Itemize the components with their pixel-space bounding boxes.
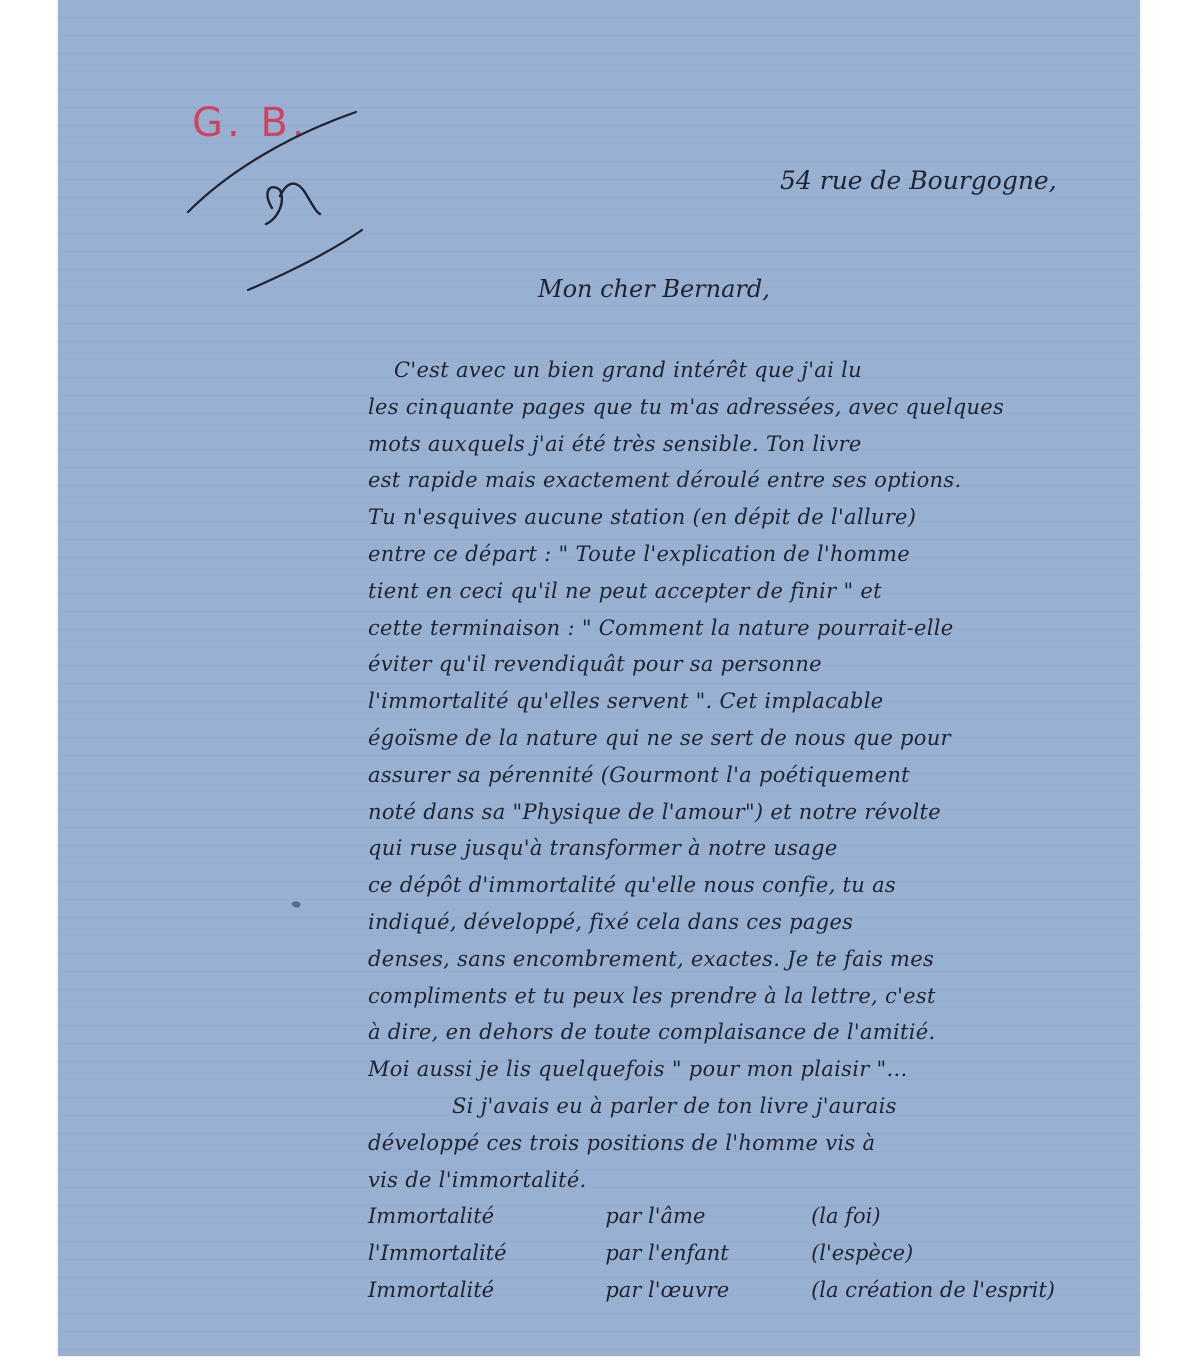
immortality-list-row bbox=[368, 1272, 1088, 1309]
sender-address: 54 rue de Bourgogne, bbox=[780, 166, 1057, 195]
letter-line: noté dans sa "Physique de l'amour") et notre révolte bbox=[368, 799, 942, 824]
letter-line: denses, sans encombrement, exactes. Je te fais mes bbox=[368, 946, 935, 971]
letter-line: égoïsme de la nature qui ne se sert de nous que pour bbox=[368, 725, 951, 750]
immortality-list-cell: (l'espèce) bbox=[811, 1241, 914, 1266]
letter-line: Tu n'esquives aucune station (en dépit de l'allure) bbox=[368, 505, 917, 530]
immortality-list-cell: Immortalité bbox=[368, 1204, 495, 1229]
immortality-list-cell: l'Immortalité bbox=[368, 1241, 507, 1266]
letter-line: C'est avec un bien grand intérêt que j'ai lu bbox=[394, 358, 862, 382]
letter-line: Si j'avais eu à parler de ton livre j'aurais bbox=[452, 1093, 897, 1118]
letter-line: compliments et tu peux les prendre à la lettre, c'est bbox=[368, 983, 936, 1008]
letter-line: entre ce départ : " Toute l'explication de l'homme bbox=[368, 541, 910, 566]
immortality-list-cell: par l'œuvre bbox=[605, 1277, 730, 1302]
immortality-list-cell: par l'âme bbox=[605, 1204, 706, 1229]
immortality-list-row bbox=[368, 1198, 1088, 1235]
letter-line: développé ces trois positions de l'homme vis à bbox=[368, 1130, 876, 1155]
letter-body bbox=[368, 352, 1088, 1309]
immortality-list-cell: par l'enfant bbox=[605, 1241, 729, 1266]
immortality-list-cell: Immortalité bbox=[368, 1277, 495, 1302]
immortality-list-cell: (la création de l'esprit) bbox=[811, 1277, 1055, 1302]
immortality-list-row bbox=[368, 1235, 1088, 1272]
letter-line: mots auxquels j'ai été très sensible. Ton livre bbox=[368, 431, 862, 456]
letter-line: assurer sa pérennité (Gourmont l'a poétiquement bbox=[368, 762, 910, 787]
letter-line: indiqué, développé, fixé cela dans ces pages bbox=[368, 909, 854, 934]
letter-line: à dire, en dehors de toute complaisance de l'amitié. bbox=[368, 1020, 936, 1045]
immortality-list-cell: (la foi) bbox=[811, 1204, 881, 1229]
letter-line: tient en ceci qu'il ne peut accepter de finir " et bbox=[368, 578, 882, 603]
salutation: Mon cher Bernard, bbox=[538, 275, 770, 303]
letter-line: Moi aussi je lis quelquefois " pour mon plaisir "... bbox=[368, 1057, 908, 1082]
letter-line: qui ruse jusqu'à transformer à notre usage bbox=[368, 836, 838, 861]
red-stamp: G. B. bbox=[192, 100, 309, 146]
letter-line: l'immortalité qu'elles servent ". Cet implacable bbox=[368, 689, 884, 714]
letter-line: éviter qu'il revendiquât pour sa personne bbox=[368, 652, 822, 677]
letter-line: ce dépôt d'immortalité qu'elle nous confie, tu as bbox=[368, 873, 896, 898]
letter-line: les cinquante pages que tu m'as adressées, avec quelques bbox=[368, 394, 1005, 419]
letter-line: cette terminaison : " Comment la nature pourrait-elle bbox=[368, 615, 954, 640]
letter-line: est rapide mais exactement déroulé entre ses options. bbox=[368, 468, 962, 493]
letter-line: vis de l'immortalité. bbox=[368, 1167, 587, 1192]
